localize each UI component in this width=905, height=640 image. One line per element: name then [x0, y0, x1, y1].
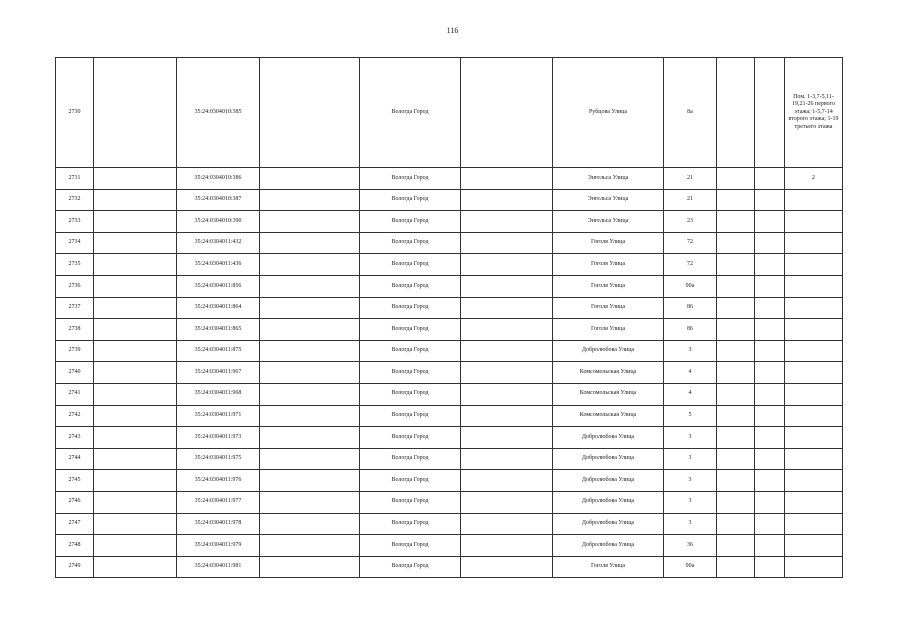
- cell-note: [785, 362, 843, 384]
- cell-empty: [717, 405, 755, 427]
- cell-street: Гоголя Улица: [553, 232, 664, 254]
- cell-row-number: 2748: [56, 535, 94, 557]
- cell-row-number: 2745: [56, 470, 94, 492]
- cell-cadastral-number: 35:24:0304011:973: [177, 427, 260, 449]
- cell-street: Добролюбова Улица: [553, 513, 664, 535]
- cell-empty: [461, 58, 553, 168]
- cell-empty: [755, 275, 785, 297]
- cell-street: Рубцова Улица: [553, 58, 664, 168]
- cell-cadastral-number: 35:24:0304011:975: [177, 448, 260, 470]
- cell-row-number: 2733: [56, 211, 94, 233]
- cell-house-number: 90а: [664, 275, 717, 297]
- cell-empty: [755, 427, 785, 449]
- table-row: [56, 491, 843, 513]
- cell-house-number: 3: [664, 448, 717, 470]
- cell-row-number: 2742: [56, 405, 94, 427]
- cell-empty: [461, 297, 553, 319]
- table-row: [56, 297, 843, 319]
- cell-empty: [717, 232, 755, 254]
- cell-house-number: 90а: [664, 556, 717, 578]
- cell-empty: [755, 513, 785, 535]
- cell-city: Вологда Город: [360, 232, 461, 254]
- cell-house-number: 72: [664, 232, 717, 254]
- table-row: [56, 168, 843, 190]
- cell-street: Гоголя Улица: [553, 275, 664, 297]
- cell-empty: [260, 340, 360, 362]
- cell-note: [785, 427, 843, 449]
- cell-empty: [94, 168, 177, 190]
- cell-empty: [755, 362, 785, 384]
- cell-row-number: 2740: [56, 362, 94, 384]
- cell-street: Добролюбова Улица: [553, 491, 664, 513]
- cell-empty: [94, 275, 177, 297]
- cell-empty: [260, 58, 360, 168]
- cell-cadastral-number: 35:24:0304011:978: [177, 513, 260, 535]
- cell-note: [785, 470, 843, 492]
- cell-empty: [755, 297, 785, 319]
- cell-empty: [260, 427, 360, 449]
- page-number: 116: [446, 26, 459, 35]
- cell-empty: [260, 405, 360, 427]
- cell-row-number: 2736: [56, 275, 94, 297]
- cell-note: [785, 535, 843, 557]
- cell-city: Вологда Город: [360, 535, 461, 557]
- cell-city: Вологда Город: [360, 362, 461, 384]
- cell-street: Добролюбова Улица: [553, 448, 664, 470]
- cell-empty: [260, 470, 360, 492]
- cell-empty: [755, 491, 785, 513]
- cell-empty: [260, 297, 360, 319]
- cell-empty: [717, 535, 755, 557]
- cell-house-number: 3: [664, 340, 717, 362]
- cell-house-number: 3: [664, 470, 717, 492]
- cell-empty: [755, 232, 785, 254]
- cell-row-number: 2730: [56, 58, 94, 168]
- cell-row-number: 2747: [56, 513, 94, 535]
- cell-empty: [755, 556, 785, 578]
- cell-house-number: 21: [664, 168, 717, 190]
- cell-cadastral-number: 35:24:0304011:875: [177, 340, 260, 362]
- table-row: [56, 470, 843, 492]
- cell-row-number: 2744: [56, 448, 94, 470]
- cell-cadastral-number: 35:24:0304011:432: [177, 232, 260, 254]
- cell-empty: [717, 362, 755, 384]
- cell-note: [785, 189, 843, 211]
- cell-city: Вологда Город: [360, 254, 461, 276]
- cell-cadastral-number: 35:24:0304011:967: [177, 362, 260, 384]
- cell-cadastral-number: 35:24:0304011:436: [177, 254, 260, 276]
- cell-empty: [461, 448, 553, 470]
- cell-cadastral-number: 35:24:0304011:971: [177, 405, 260, 427]
- table-row: [56, 232, 843, 254]
- cell-empty: [94, 470, 177, 492]
- cell-cadastral-number: 35:24:0304011:976: [177, 470, 260, 492]
- table-row: [56, 535, 843, 557]
- cell-city: Вологда Город: [360, 491, 461, 513]
- cell-empty: [461, 189, 553, 211]
- cell-empty: [94, 254, 177, 276]
- cell-empty: [755, 535, 785, 557]
- cell-empty: [717, 340, 755, 362]
- table-row: [56, 254, 843, 276]
- cell-empty: [461, 211, 553, 233]
- cell-empty: [260, 211, 360, 233]
- cell-empty: [94, 232, 177, 254]
- cell-note: [785, 340, 843, 362]
- registry-table-body: [56, 58, 843, 578]
- table-row: [56, 405, 843, 427]
- cell-note: [785, 275, 843, 297]
- cell-city: Вологда Город: [360, 556, 461, 578]
- cell-row-number: 2749: [56, 556, 94, 578]
- cell-empty: [755, 405, 785, 427]
- cell-empty: [461, 254, 553, 276]
- cell-street: Добролюбова Улица: [553, 535, 664, 557]
- cell-note: 2: [785, 168, 843, 190]
- cell-cadastral-number: 35:24:0304010:385: [177, 58, 260, 168]
- cell-empty: [94, 427, 177, 449]
- registry-table: [55, 57, 843, 578]
- cell-empty: [260, 319, 360, 341]
- cell-city: Вологда Город: [360, 58, 461, 168]
- table-row: [56, 513, 843, 535]
- cell-city: Вологда Город: [360, 513, 461, 535]
- cell-street: Энгельса Улица: [553, 211, 664, 233]
- cell-note: [785, 448, 843, 470]
- cell-empty: [260, 168, 360, 190]
- cell-row-number: 2732: [56, 189, 94, 211]
- cell-empty: [461, 491, 553, 513]
- cell-empty: [717, 383, 755, 405]
- cell-empty: [461, 535, 553, 557]
- cell-empty: [717, 189, 755, 211]
- cell-empty: [94, 448, 177, 470]
- cell-row-number: 2739: [56, 340, 94, 362]
- cell-empty: [94, 211, 177, 233]
- cell-note: [785, 405, 843, 427]
- cell-row-number: 2735: [56, 254, 94, 276]
- cell-empty: [461, 340, 553, 362]
- cell-empty: [461, 556, 553, 578]
- cell-empty: [94, 189, 177, 211]
- cell-row-number: 2746: [56, 491, 94, 513]
- cell-empty: [755, 470, 785, 492]
- cell-empty: [461, 232, 553, 254]
- cell-empty: [260, 556, 360, 578]
- cell-empty: [260, 491, 360, 513]
- cell-empty: [717, 275, 755, 297]
- cell-note: [785, 319, 843, 341]
- cell-house-number: 23: [664, 211, 717, 233]
- cell-empty: [755, 448, 785, 470]
- cell-empty: [461, 383, 553, 405]
- table-row: [56, 319, 843, 341]
- cell-empty: [260, 448, 360, 470]
- cell-empty: [461, 427, 553, 449]
- cell-empty: [717, 211, 755, 233]
- cell-house-number: 86: [664, 297, 717, 319]
- cell-empty: [717, 448, 755, 470]
- cell-empty: [94, 535, 177, 557]
- cell-street: Гоголя Улица: [553, 319, 664, 341]
- cell-empty: [717, 254, 755, 276]
- cell-cadastral-number: 35:24:0304011:865: [177, 319, 260, 341]
- cell-house-number: 8а: [664, 58, 717, 168]
- cell-house-number: 3: [664, 427, 717, 449]
- cell-empty: [461, 319, 553, 341]
- cell-empty: [755, 211, 785, 233]
- cell-city: Вологда Город: [360, 340, 461, 362]
- cell-cadastral-number: 35:24:0304011:979: [177, 535, 260, 557]
- cell-city: Вологда Город: [360, 383, 461, 405]
- cell-note: [785, 383, 843, 405]
- cell-empty: [461, 513, 553, 535]
- cell-empty: [461, 405, 553, 427]
- cell-note: [785, 491, 843, 513]
- cell-cadastral-number: 35:24:0304010:386: [177, 168, 260, 190]
- cell-row-number: 2737: [56, 297, 94, 319]
- cell-empty: [94, 297, 177, 319]
- cell-cadastral-number: 35:24:0304011:981: [177, 556, 260, 578]
- cell-house-number: 4: [664, 362, 717, 384]
- cell-cadastral-number: 35:24:0304010:390: [177, 211, 260, 233]
- table-row: [56, 556, 843, 578]
- cell-note: [785, 254, 843, 276]
- cell-note: [785, 297, 843, 319]
- cell-house-number: 86: [664, 319, 717, 341]
- cell-street: Добролюбова Улица: [553, 427, 664, 449]
- cell-empty: [755, 340, 785, 362]
- cell-empty: [717, 513, 755, 535]
- cell-empty: [94, 383, 177, 405]
- cell-empty: [260, 275, 360, 297]
- cell-empty: [717, 470, 755, 492]
- cell-street: Добролюбова Улица: [553, 470, 664, 492]
- cell-empty: [94, 319, 177, 341]
- cell-street: Комсомольская Улица: [553, 405, 664, 427]
- cell-street: Гоголя Улица: [553, 254, 664, 276]
- cell-note: [785, 211, 843, 233]
- table-row: [56, 448, 843, 470]
- cell-street: Энгельса Улица: [553, 168, 664, 190]
- cell-cadastral-number: 35:24:0304010:387: [177, 189, 260, 211]
- cell-cadastral-number: 35:24:0304011:968: [177, 383, 260, 405]
- cell-note: [785, 513, 843, 535]
- cell-street: Гоголя Улица: [553, 297, 664, 319]
- cell-note: [785, 556, 843, 578]
- cell-house-number: 72: [664, 254, 717, 276]
- cell-empty: [260, 383, 360, 405]
- cell-city: Вологда Город: [360, 211, 461, 233]
- cell-empty: [260, 232, 360, 254]
- cell-empty: [755, 189, 785, 211]
- cell-cadastral-number: 35:24:0304011:977: [177, 491, 260, 513]
- cell-empty: [717, 491, 755, 513]
- cell-empty: [260, 513, 360, 535]
- cell-house-number: 5: [664, 405, 717, 427]
- cell-street: Комсомольская Улица: [553, 383, 664, 405]
- cell-empty: [717, 556, 755, 578]
- cell-empty: [717, 297, 755, 319]
- cell-city: Вологда Город: [360, 168, 461, 190]
- cell-empty: [260, 189, 360, 211]
- cell-note: Пом. 1-3,7-5,11-19,21-26 первого этажа; 1-5,7-14 второго этажа; 1-19 третьего этажа: [785, 58, 843, 168]
- table-row: [56, 362, 843, 384]
- cell-row-number: 2734: [56, 232, 94, 254]
- cell-empty: [755, 58, 785, 168]
- cell-empty: [260, 535, 360, 557]
- cell-empty: [94, 58, 177, 168]
- table-row: [56, 427, 843, 449]
- cell-empty: [461, 275, 553, 297]
- cell-empty: [94, 556, 177, 578]
- table-row: [56, 211, 843, 233]
- cell-row-number: 2743: [56, 427, 94, 449]
- cell-cadastral-number: 35:24:0304011:856: [177, 275, 260, 297]
- cell-empty: [755, 254, 785, 276]
- table-row: [56, 275, 843, 297]
- cell-row-number: 2738: [56, 319, 94, 341]
- cell-empty: [94, 340, 177, 362]
- table-row: [56, 383, 843, 405]
- cell-city: Вологда Город: [360, 448, 461, 470]
- cell-empty: [260, 362, 360, 384]
- cell-cadastral-number: 35:24:0304011:864: [177, 297, 260, 319]
- cell-house-number: 36: [664, 535, 717, 557]
- cell-empty: [94, 491, 177, 513]
- cell-street: Добролюбова Улица: [553, 340, 664, 362]
- cell-city: Вологда Город: [360, 405, 461, 427]
- cell-empty: [94, 362, 177, 384]
- cell-street: Энгельса Улица: [553, 189, 664, 211]
- cell-empty: [717, 58, 755, 168]
- cell-city: Вологда Город: [360, 319, 461, 341]
- table-row: [56, 58, 843, 168]
- cell-city: Вологда Город: [360, 189, 461, 211]
- table-row: [56, 340, 843, 362]
- cell-empty: [717, 319, 755, 341]
- cell-row-number: 2731: [56, 168, 94, 190]
- cell-city: Вологда Город: [360, 470, 461, 492]
- cell-empty: [461, 470, 553, 492]
- cell-city: Вологда Город: [360, 297, 461, 319]
- cell-empty: [755, 383, 785, 405]
- cell-row-number: 2741: [56, 383, 94, 405]
- cell-street: Гоголя Улица: [553, 556, 664, 578]
- cell-city: Вологда Город: [360, 275, 461, 297]
- cell-empty: [461, 168, 553, 190]
- cell-street: Комсомольская Улица: [553, 362, 664, 384]
- cell-empty: [717, 168, 755, 190]
- cell-empty: [755, 168, 785, 190]
- cell-house-number: 4: [664, 383, 717, 405]
- cell-city: Вологда Город: [360, 427, 461, 449]
- cell-house-number: 3: [664, 513, 717, 535]
- cell-empty: [94, 513, 177, 535]
- cell-house-number: 3: [664, 491, 717, 513]
- cell-note: [785, 232, 843, 254]
- cell-empty: [260, 254, 360, 276]
- cell-empty: [717, 427, 755, 449]
- cell-house-number: 21: [664, 189, 717, 211]
- cell-empty: [94, 405, 177, 427]
- cell-empty: [461, 362, 553, 384]
- table-row: [56, 189, 843, 211]
- cell-empty: [755, 319, 785, 341]
